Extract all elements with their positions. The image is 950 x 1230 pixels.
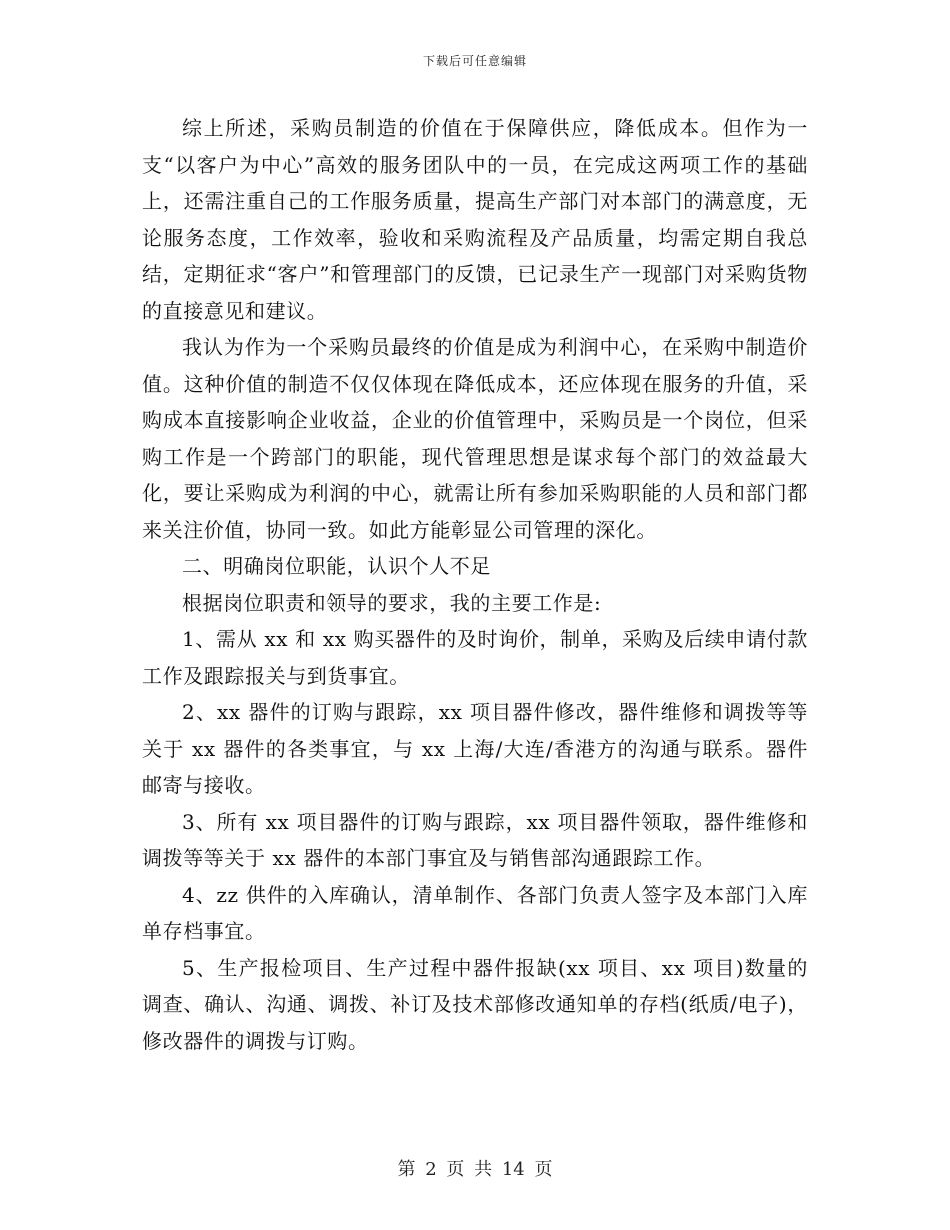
page-header-note: 下载后可任意编辑 [422, 54, 527, 68]
duty-item-3: 3、所有 xx 项目器件的订购与跟踪，xx 项目器件领取，器件维修和调拨等等关于 xx 器件的本部门事宜及与销售部沟通跟踪工作。 [142, 809, 808, 870]
duty-item-2: 2、xx 器件的订购与跟踪，xx 项目器件修改，器件维修和调拨等等关于 xx 器件的各类事宜，与 xx 上海/大连/香港方的沟通与联系。器件邮寄与接收。 [142, 700, 808, 797]
paragraph-duties-intro: 根据岗位职责和领导的要求，我的主要工作是: [182, 590, 602, 615]
paragraph-summary: 综上所述，采购员制造的价值在于保障供应，降低成本。但作为一支“以客户为中心”高效的服务团队中的一员，在完成这两项工作的基础上，还需注重自己的工作服务质量，提高生产部门对本部门的满意度，无论服务态度，工作效率，验收和采购流程及产品质量，均需定期自我总结，定期征求“客户”和管理部门的反馈，已记录生产一现部门对采购货物的直接意见和建议。 [142, 116, 808, 323]
duty-item-5: 5、生产报检项目、生产过程中器件报缺(xx 项目、xx 项目)数量的调查、确认、沟通、调拨、补订及技术部修改通知单的存档(纸质/电子)，修改器件的调拨与订购。 [142, 955, 808, 1053]
document-body [142, 110, 808, 1059]
page-number-footer: 第 2 页 共 14 页 [397, 1159, 553, 1180]
duty-item-1: 1、需从 xx 和 xx 购买器件的及时询价，制单，采购及后续申请付款工作及跟踪报关与到货事宜。 [142, 627, 808, 688]
duty-item-4: 4、zz 供件的入库确认，清单制作、各部门负责人签字及本部门入库单存档事宜。 [142, 882, 808, 943]
paragraph-value-view: 我认为作为一个采购员最终的价值是成为利润中心，在采购中制造价值。这种价值的制造不仅仅体现在降低成本，还应体现在服务的升值，采购成本直接影响企业收益，企业的价值管理中，采购员是一个岗位，但采购工作是一个跨部门的职能，现代管理思想是谋求每个部门的效益最大化，要让采购成为利润的中心，就需让所有参加采购职能的人员和部门都来关注价值，协同一致。如此方能彰显公司管理的深化。 [142, 335, 808, 542]
section-heading-2: 二、明确岗位职能，认识个人不足 [182, 554, 491, 578]
